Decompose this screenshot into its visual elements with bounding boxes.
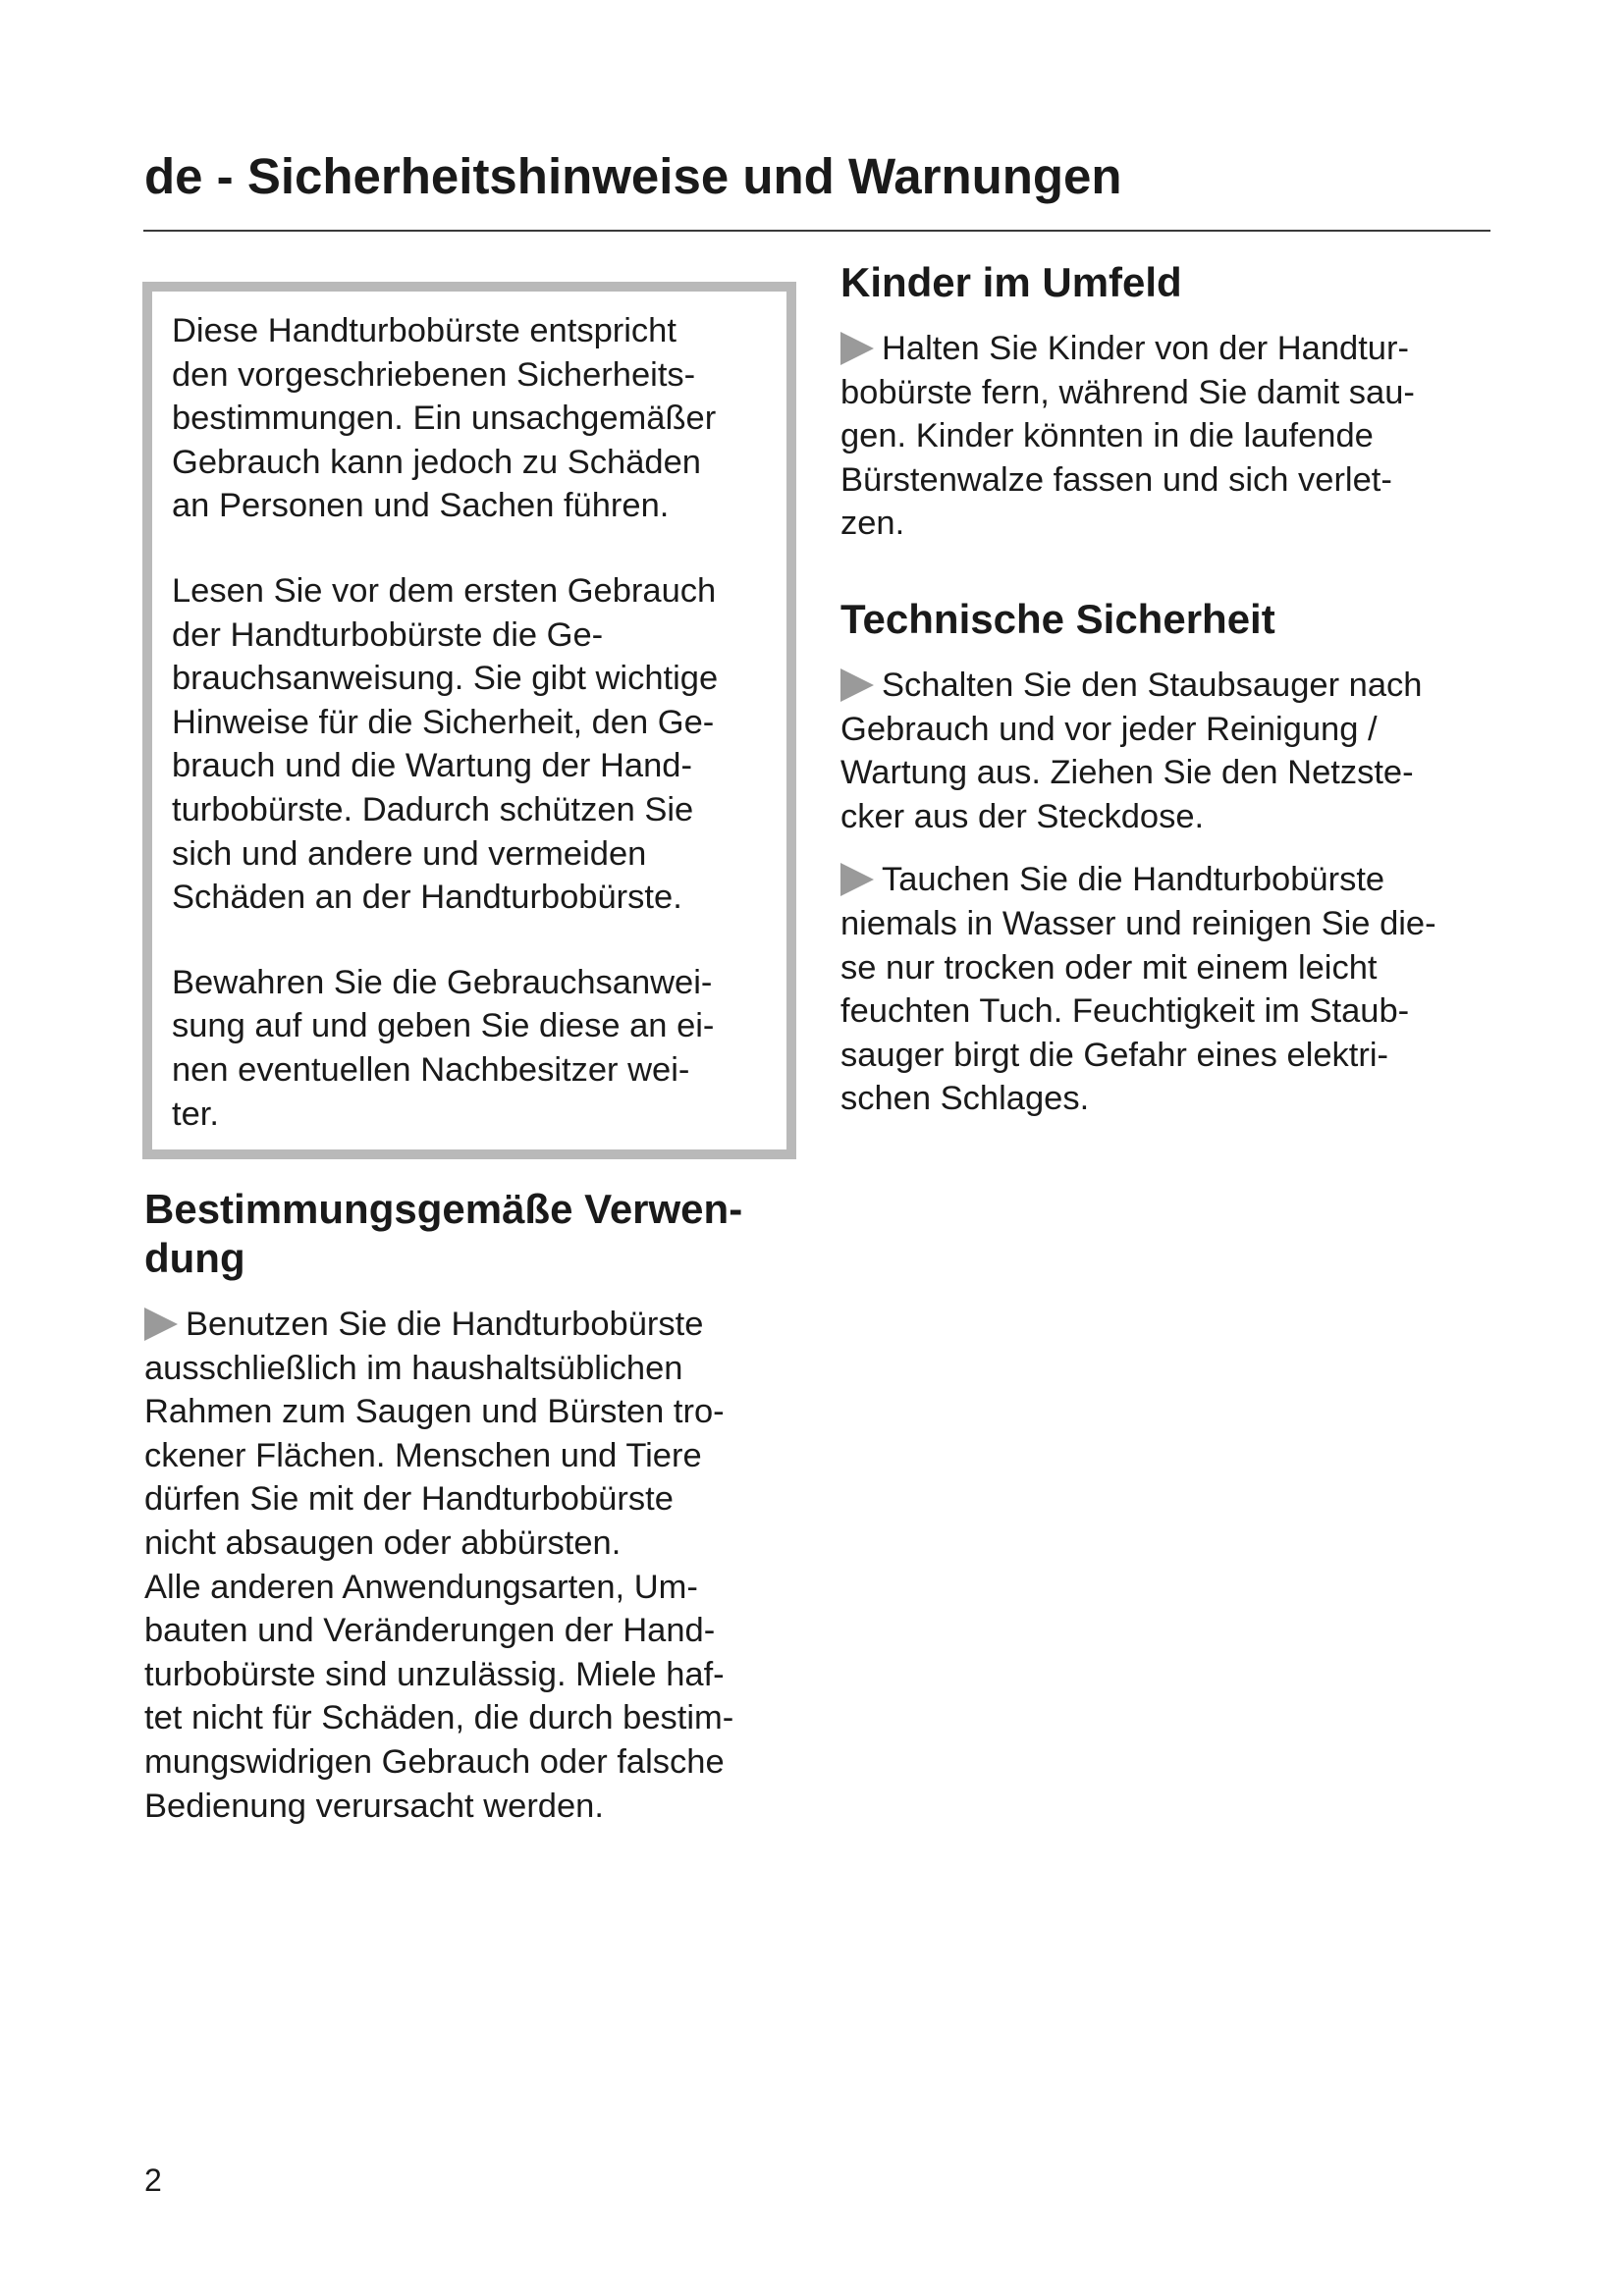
left-column [144, 282, 796, 1847]
bullet-text: Halten Sie Kinder von der Handtur- bobürste fern, während Sie damit sau- gen. Kinder könnten in die laufende Bürstenwalze fassen und sich verlet- zen. [840, 330, 1415, 543]
page-number: 2 [144, 2163, 162, 2198]
bullet-item [840, 664, 1500, 838]
bullet-item [144, 1303, 796, 1828]
title-divider [143, 230, 1490, 232]
arrow-bullet-icon [840, 668, 874, 702]
safety-notice-box [142, 282, 796, 1159]
bullet-item [840, 327, 1500, 546]
bullet-text: Schalten Sie den Staubsauger nach Gebrauch und vor jeder Reinigung / Wartung aus. Ziehen Sie den Netzste- cker aus der Steckdose. [840, 666, 1423, 835]
bullet-item [840, 858, 1500, 1121]
section-heading-technical-safety: Technische Sicherheit [840, 595, 1275, 642]
bullet-text: Tauchen Sie die Handturbobürste niemals in Wasser und reinigen Sie die- se nur trocken oder mit einem leicht feuchten Tuch. Feuchtigkeit im Staub- sauger birgt die Gefahr eines elektri- schen Schlages. [840, 861, 1436, 1118]
section-heading-intended-use: Bestimmungsgemäße Verwen- dung [144, 1186, 743, 1282]
right-column [840, 258, 1500, 1141]
section-heading-children: Kinder im Umfeld [840, 259, 1182, 305]
arrow-bullet-icon [144, 1308, 178, 1341]
notice-paragraph: Lesen Sie vor dem ersten Gebrauch der Handturbobürste die Ge- brauchsanweisung. Sie gibt wichtige Hinweise für die Sicherheit, den Ge- brauch und die Wartung der Hand- turbobürste. Dadurch schützen Sie sich und andere und vermeiden Schäden an der Handturbobürste. [172, 571, 719, 917]
notice-paragraph: Bewahren Sie die Gebrauchsanwei- sung auf und geben Sie diese an ei- nen eventuellen Nachbesitzer wei- ter. [172, 963, 715, 1133]
arrow-bullet-icon [840, 332, 874, 365]
arrow-bullet-icon [840, 863, 874, 896]
bullet-text: Benutzen Sie die Handturbobürste ausschließlich im haushaltsüblichen Rahmen zum Saugen und Bürsten tro- ckener Flächen. Menschen und Tiere dürfen Sie mit der Handturbobürste nicht absaugen oder abbürsten. Alle anderen Anwendungsarten, Um- bauten und Veränderungen der Hand- turbobürste sind unzulässig. Miele haf- tet nicht für Schäden, die durch bestim- mungswidrigen Gebrauch oder falsche Bedienung verursacht werden. [144, 1306, 734, 1825]
page-title: de - Sicherheitshinweise und Warnungen [144, 148, 1122, 204]
notice-paragraph: Diese Handturbobürste entspricht den vorgeschriebenen Sicherheits- bestimmungen. Ein unsachgemäßer Gebrauch kann jedoch zu Schäden an Personen und Sachen führen. [172, 312, 717, 525]
